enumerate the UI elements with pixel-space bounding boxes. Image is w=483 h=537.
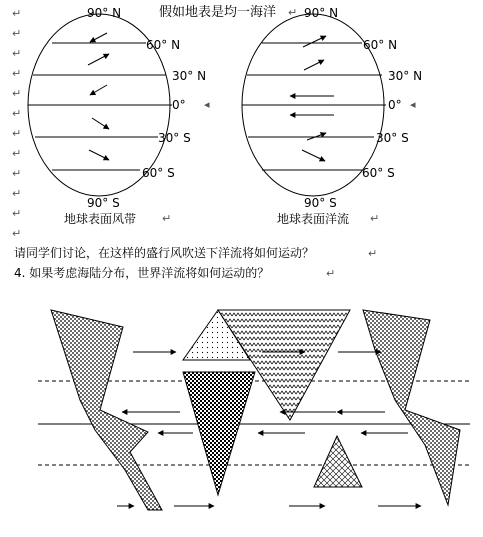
right-label-30s: 30° S <box>376 131 409 145</box>
left-label-60n: 60° N <box>146 38 181 52</box>
paragraph-mark: ↵ <box>12 67 22 80</box>
ocean-current-globe <box>242 14 386 196</box>
paragraph-mark: ↵ <box>370 212 380 225</box>
right-label-90n: 90° N <box>304 6 339 20</box>
wind-belt-globe <box>28 14 172 196</box>
paragraph-mark: ↵ <box>12 147 22 160</box>
paragraph-mark: ↵ <box>12 27 22 40</box>
left-label-90n: 90° N <box>87 6 122 20</box>
paragraph-mark: ↵ <box>162 212 172 225</box>
left-label-90s: 90° S <box>87 196 120 210</box>
paragraph-mark: ↵ <box>12 207 22 220</box>
paragraph-mark: ↵ <box>12 127 22 140</box>
left-label-30s: 30° S <box>158 131 191 145</box>
right-label-30n: 30° N <box>388 69 423 83</box>
left-label-eq: 0° <box>172 98 186 112</box>
land-sea-diagram <box>38 310 470 510</box>
right-label-90s: 90° S <box>304 196 337 210</box>
page-title: 假如地表是均一海洋 <box>159 5 277 20</box>
right-label-60s: 60° S <box>362 166 395 180</box>
right-label-60n: 60° N <box>363 38 398 52</box>
small-arrow-icon: ◂ <box>410 98 416 111</box>
paragraph-mark: ↵ <box>326 267 336 280</box>
paragraph-mark: ↵ <box>12 187 22 200</box>
question-2: 4. 如果考虑海陆分布，世界洋流将如何运动的？ <box>14 266 270 280</box>
paragraph-mark: ↵ <box>12 47 22 60</box>
wind-belt-caption: 地球表面风带 <box>64 212 137 226</box>
paragraph-mark: ↵ <box>12 107 22 120</box>
left-label-60s: 60° S <box>142 166 175 180</box>
paragraph-mark: ↵ <box>12 87 22 100</box>
left-label-30n: 30° N <box>172 69 207 83</box>
paragraph-mark: ↵ <box>368 247 378 260</box>
right-label-eq: 0° <box>388 98 402 112</box>
question-1: 请同学们讨论，在这样的盛行风吹送下洋流将如何运动？ <box>14 246 315 260</box>
small-arrow-icon: ◂ <box>204 98 210 111</box>
ocean-current-caption: 地球表面洋流 <box>277 212 350 226</box>
paragraph-mark: ↵ <box>12 7 22 20</box>
paragraph-mark: ↵ <box>288 6 298 19</box>
paragraph-mark: ↵ <box>12 167 22 180</box>
paragraph-mark: ↵ <box>12 227 22 240</box>
